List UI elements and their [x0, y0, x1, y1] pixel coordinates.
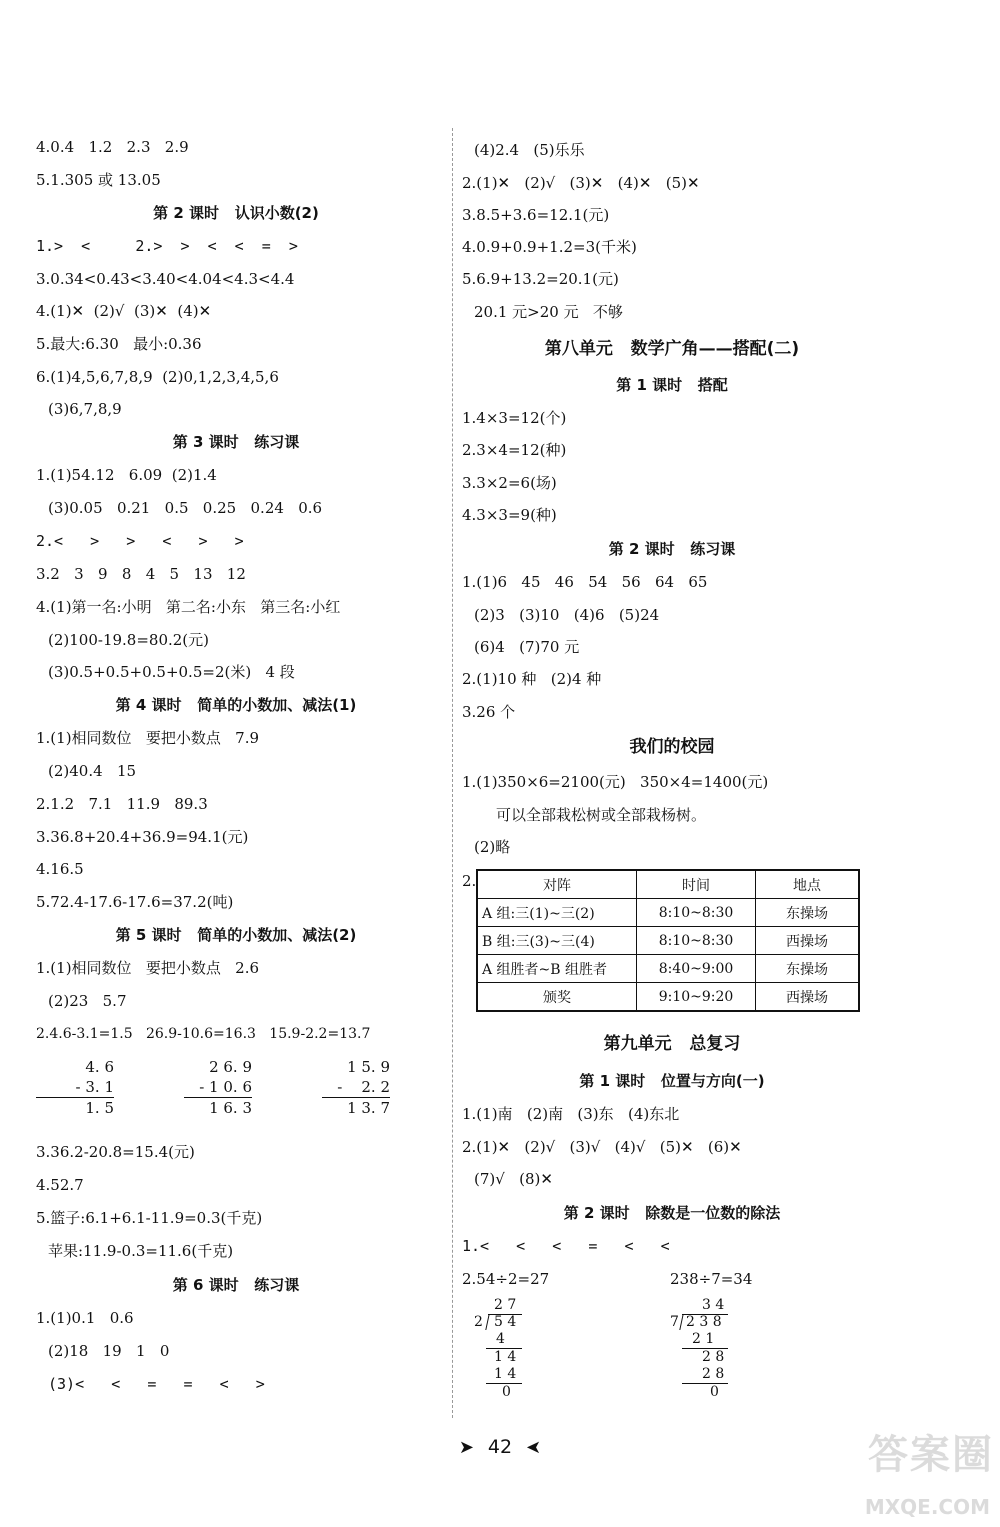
- division-step: 2 1: [692, 1331, 715, 1347]
- page-number-footer: [0, 1436, 1000, 1458]
- answer-line: 4.0.9+0.9+1.2=3(千米): [462, 238, 637, 256]
- answer-line: (2)3 (3)10 (4)6 (5)24: [474, 606, 660, 624]
- division-step: 0: [502, 1384, 511, 1400]
- answer-line: 1.(1)6 45 46 54 56 64 65: [462, 573, 708, 591]
- answer-line: 3.2 3 9 8 4 5 13 12: [36, 565, 246, 583]
- column-divider: [452, 128, 453, 1418]
- answer-line: 5.72.4-17.6-17.6=37.2(吨): [36, 893, 234, 911]
- section-heading: 第 2 课时 认识小数(2): [153, 204, 319, 222]
- answer-line: 6.(1)4,5,6,7,8,9 (2)0,1,2,3,4,5,6: [36, 368, 279, 386]
- section-heading: 第 3 课时 练习课: [172, 433, 300, 451]
- answer-line: 2.54÷2=27: [462, 1270, 550, 1288]
- vertical-calculation: [322, 1057, 390, 1118]
- answer-line: 2.: [462, 872, 477, 890]
- division-step: 2 8: [702, 1349, 725, 1365]
- answer-line: (3)< < = = < >: [48, 1375, 265, 1393]
- unit-heading: 第八单元 数学广角——搭配(二): [544, 339, 800, 359]
- vertical-calculation: [184, 1057, 252, 1118]
- division-step: 1 4: [494, 1349, 517, 1365]
- difference: 1. 5: [85, 1099, 114, 1117]
- answer-line: 可以全部栽松树或全部栽杨树。: [496, 806, 707, 824]
- minuend: 4. 6: [85, 1058, 114, 1076]
- answer-line: 苹果:11.9-0.3=11.6(千克): [48, 1242, 234, 1260]
- divisor: 2: [474, 1314, 483, 1330]
- table-cell: 东操场: [756, 899, 860, 927]
- quotient: 2 7: [494, 1297, 517, 1313]
- answer-line: (3)0.05 0.21 0.5 0.25 0.24 0.6: [48, 499, 323, 517]
- answer-line: (2)18 19 1 0: [48, 1342, 170, 1360]
- difference: 1 6. 3: [209, 1099, 252, 1117]
- subtrahend: - 2. 2: [337, 1078, 390, 1096]
- answer-line: 1.(1)相同数位 要把小数点 7.9: [36, 729, 260, 747]
- answer-line: 3.3×2=6(场): [462, 474, 557, 492]
- answer-line: 238÷7=34: [670, 1270, 753, 1288]
- answer-line: 2.(1)✕ (2)√ (3)√ (4)√ (5)✕ (6)✕: [462, 1138, 742, 1156]
- answer-line: 3.26 个: [462, 703, 516, 721]
- answer-line: 1.(1)54.12 6.09 (2)1.4: [36, 466, 217, 484]
- section-heading: 第 4 课时 简单的小数加、减法(1): [115, 696, 357, 714]
- dividend: 2 3 8: [686, 1314, 722, 1330]
- table-cell: 8:10~8:30: [637, 927, 756, 955]
- answer-line: 1.(1)南 (2)南 (3)东 (4)东北: [462, 1105, 680, 1123]
- table-header: 对阵: [477, 870, 637, 899]
- division-step: 0: [710, 1384, 719, 1400]
- section-heading: 第 6 课时 练习课: [172, 1276, 300, 1294]
- vertical-calculation: [36, 1057, 114, 1118]
- left-arrow-icon: ➤: [526, 1437, 542, 1458]
- table-cell: 8:40~9:00: [637, 955, 756, 983]
- watermark-logo: 答案圈: [868, 1432, 994, 1478]
- answer-line: 4.3×3=9(种): [462, 506, 557, 524]
- answer-line: 4.(1)第一名:小明 第二名:小东 第三名:小红: [36, 598, 341, 616]
- table-cell: B 组:三(3)~三(4): [477, 927, 637, 955]
- watermark: [864, 1423, 994, 1523]
- table-cell: A 组胜者~B 组胜者: [477, 955, 637, 983]
- schedule-table: [476, 869, 860, 1012]
- answer-line: 3.8.5+3.6=12.1(元): [462, 206, 610, 224]
- section-heading: 我们的校园: [629, 737, 715, 757]
- answer-line: 20.1 元>20 元 不够: [474, 303, 623, 321]
- answer-line: 4.0.4 1.2 2.3 2.9: [36, 138, 189, 156]
- answer-line: 4.52.7: [36, 1176, 84, 1194]
- answer-line: (2)40.4 15: [48, 762, 137, 780]
- dividend: 5 4: [494, 1314, 517, 1330]
- answer-line: 5.6.9+13.2=20.1(元): [462, 270, 619, 288]
- division-step: 4: [496, 1331, 505, 1347]
- section-heading: 第 2 课时 除数是一位数的除法: [563, 1204, 781, 1222]
- answer-line: (3)6,7,8,9: [48, 400, 122, 418]
- table-row: [477, 983, 859, 1012]
- table-cell: A 组:三(1)~三(2): [477, 899, 637, 927]
- answer-line: 1.> < 2.> > < < = >: [36, 237, 298, 255]
- table-row: [477, 927, 859, 955]
- answer-line: 3.36.8+20.4+36.9=94.1(元): [36, 828, 249, 846]
- answer-line: 1.(1)相同数位 要把小数点 2.6: [36, 959, 260, 977]
- answer-line: 1.< < < = < <: [462, 1237, 670, 1255]
- answer-line: 5.篮子:6.1+6.1-11.9=0.3(千克): [36, 1209, 263, 1227]
- answer-line: (7)√ (8)✕: [474, 1170, 553, 1188]
- division-bracket: [679, 1314, 683, 1330]
- difference: 1 3. 7: [347, 1099, 390, 1117]
- minuend: 2 6. 9: [209, 1058, 252, 1076]
- answer-line: 2.< > > < > >: [36, 532, 244, 550]
- division-bracket: [485, 1314, 489, 1330]
- answer-line: 3.0.34<0.43<3.40<4.04<4.3<4.4: [36, 270, 295, 288]
- table-row: [477, 899, 859, 927]
- answer-line: 2.(1)10 种 (2)4 种: [462, 670, 602, 688]
- division-rule: [682, 1383, 728, 1384]
- answer-line: (2)略: [474, 838, 511, 856]
- answer-line: 2.4.6-3.1=1.5 26.9-10.6=16.3 15.9-2.2=13.7: [36, 1026, 371, 1042]
- section-heading: 第 1 课时 位置与方向(一): [579, 1072, 765, 1090]
- long-division: [668, 1298, 738, 1402]
- answer-line: 1.4×3=12(个): [462, 409, 567, 427]
- answer-line: (3)0.5+0.5+0.5+0.5=2(米) 4 段: [48, 663, 295, 681]
- quotient: 3 4: [702, 1297, 725, 1313]
- section-heading: 第 1 课时 搭配: [616, 376, 728, 394]
- table-cell: 9:10~9:20: [637, 983, 756, 1012]
- page-number: 42: [487, 1436, 513, 1458]
- division-step: 2 8: [702, 1366, 725, 1382]
- answer-line: 5.1.305 或 13.05: [36, 171, 161, 189]
- answer-line: 2.3×4=12(种): [462, 441, 567, 459]
- answer-line: (6)4 (7)70 元: [474, 638, 580, 656]
- division-step: 1 4: [494, 1366, 517, 1382]
- table-cell: 8:10~8:30: [637, 899, 756, 927]
- answer-line: 5.最大:6.30 最小:0.36: [36, 335, 202, 353]
- section-heading: 第 5 课时 简单的小数加、减法(2): [115, 926, 357, 944]
- answer-line: (4)2.4 (5)乐乐: [474, 141, 585, 159]
- table-row: [477, 955, 859, 983]
- subtrahend: - 3. 1: [75, 1078, 114, 1096]
- section-heading: 第 2 课时 练习课: [608, 540, 736, 558]
- answer-line: 2.1.2 7.1 11.9 89.3: [36, 795, 208, 813]
- table-header: 时间: [637, 870, 756, 899]
- answer-line: 4.(1)✕ (2)√ (3)✕ (4)✕: [36, 302, 212, 320]
- table-cell: 西操场: [756, 927, 860, 955]
- table-header-row: [477, 870, 859, 899]
- subtrahend: - 1 0. 6: [199, 1078, 252, 1096]
- answer-line: (2)100-19.8=80.2(元): [48, 631, 210, 649]
- divisor: 7: [670, 1314, 679, 1330]
- right-arrow-icon: ➤: [458, 1437, 474, 1458]
- table-header: 地点: [756, 870, 860, 899]
- minuend: 1 5. 9: [347, 1058, 390, 1076]
- answer-line: 1.(1)0.1 0.6: [36, 1309, 134, 1327]
- answer-line: 2.(1)✕ (2)√ (3)✕ (4)✕ (5)✕: [462, 174, 700, 192]
- answer-line: 3.36.2-20.8=15.4(元): [36, 1143, 195, 1161]
- answer-line: 4.16.5: [36, 860, 84, 878]
- table-cell: 颁奖: [477, 983, 637, 1012]
- answer-line: (2)23 5.7: [48, 992, 127, 1010]
- answer-line: 1.(1)350×6=2100(元) 350×4=1400(元): [462, 773, 769, 791]
- table-cell: 西操场: [756, 983, 860, 1012]
- watermark-url: MXQE.COM: [864, 1495, 990, 1519]
- long-division: [472, 1298, 532, 1402]
- table-cell: 东操场: [756, 955, 860, 983]
- unit-heading: 第九单元 总复习: [603, 1034, 741, 1054]
